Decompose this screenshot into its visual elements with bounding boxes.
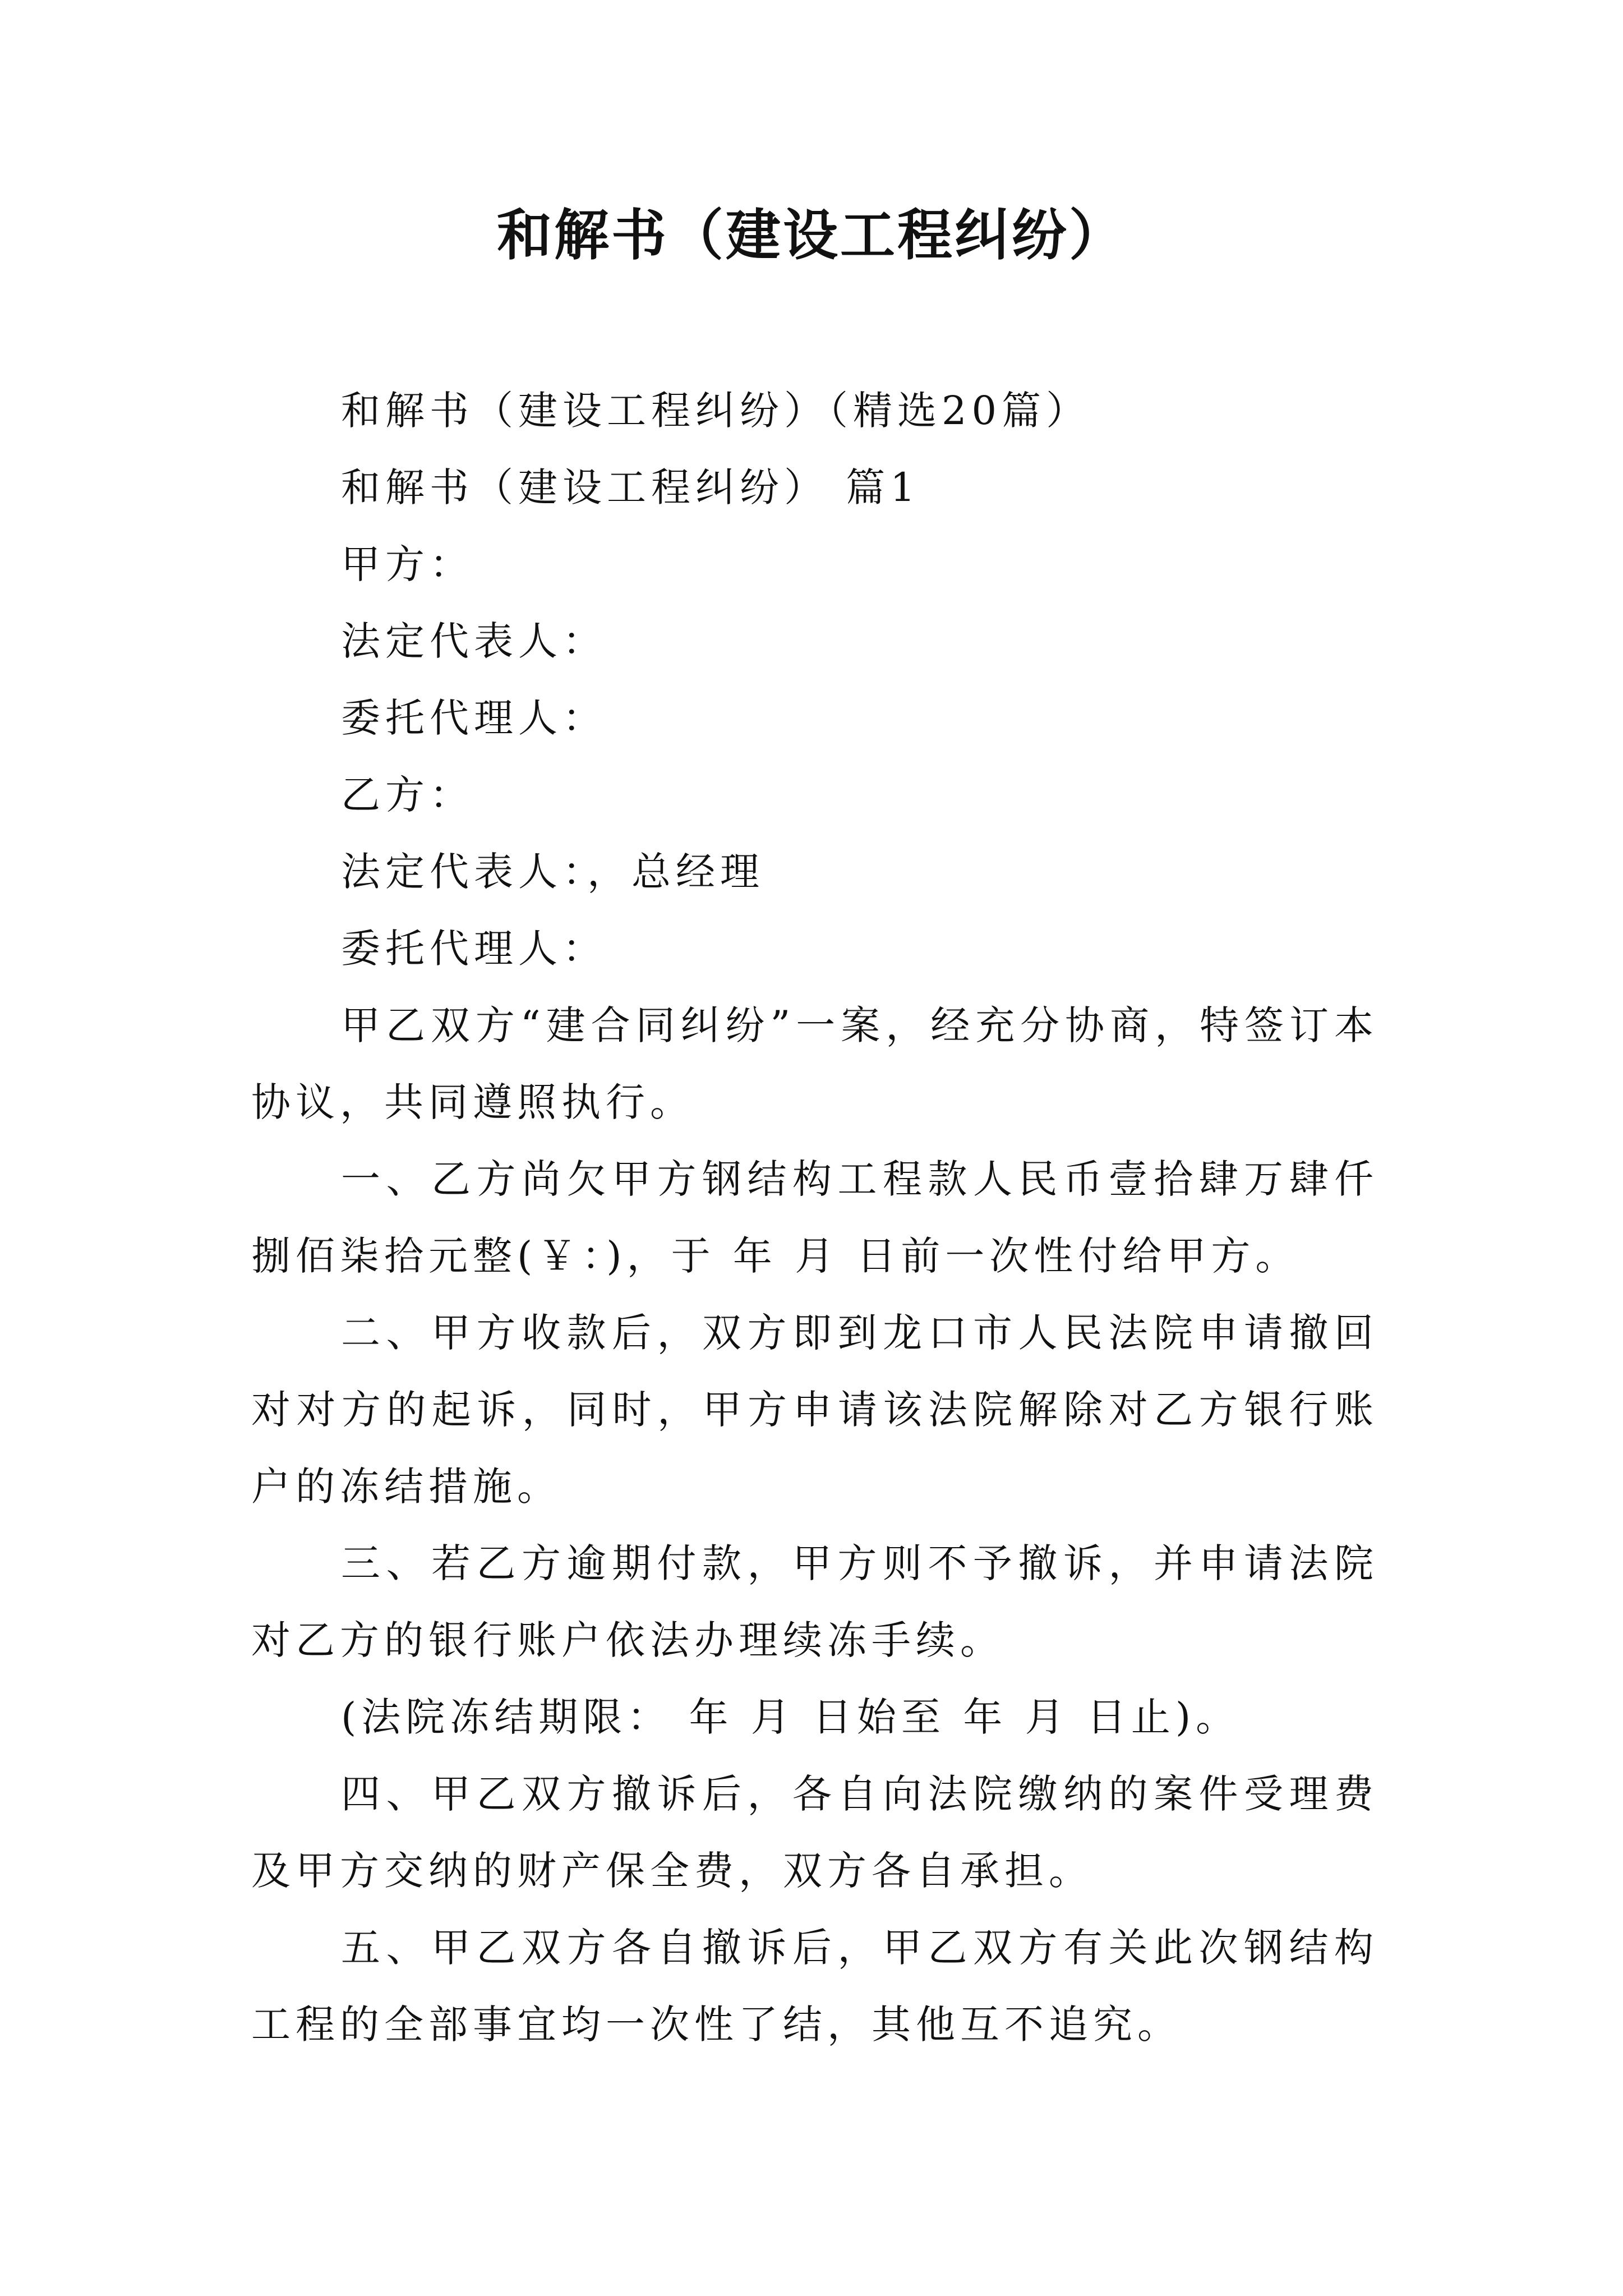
- paragraph-clause-5: 五、甲乙双方各自撤诉后，甲乙双方有关此次钢结构工程的全部事宜均一次性了结，其他互不追究。: [251, 1925, 1378, 2047]
- paragraph-party-b: 乙方：: [341, 772, 474, 818]
- paragraph-clause-4: 四、甲乙双方撤诉后，各自向法院缴纳的案件受理费及甲方交纳的财产保全费，双方各自承担。: [251, 1771, 1378, 1894]
- paragraph-party-b-legal-rep: 法定代表人：，总经理: [341, 849, 764, 895]
- document-title: 和解书（建设工程纠纷）: [496, 204, 1126, 268]
- paragraph-section-heading: 和解书（建设工程纠纷） 篇1: [341, 464, 920, 510]
- paragraph-party-b-agent: 委托代理人：: [341, 926, 607, 972]
- paragraph-clause-3: 三、若乙方逾期付款，甲方则不予撤诉，并申请法院对乙方的银行账户依法办理续冻手续。: [251, 1540, 1378, 1663]
- paragraph-freeze-period: (法院冻结期限： 年 月 日始至 年 月 日止)。: [341, 1694, 1241, 1740]
- paragraph-party-a: 甲方：: [341, 541, 474, 587]
- paragraph-collection-heading: 和解书（建设工程纠纷）（精选20篇）: [341, 388, 1091, 434]
- document-body: [251, 372, 1378, 2063]
- paragraph-clause-2: 二、甲方收款后，双方即到龙口市人民法院申请撤回对对方的起诉，同时，甲方申请该法院解除对乙方银行账户的冻结措施。: [251, 1310, 1378, 1510]
- paragraph-clause-1: 一、乙方尚欠甲方钢结构工程款人民币壹拾肆万肆仟捌佰柒拾元整(￥：)，于 年 月 日前一次性付给甲方。: [251, 1156, 1378, 1279]
- paragraph-party-a-agent: 委托代理人：: [341, 695, 607, 741]
- paragraph-party-a-legal-rep: 法定代表人：: [341, 618, 607, 664]
- paragraph-preamble: 甲乙双方“建合同纠纷”一案，经充分协商，特签订本协议，共同遵照执行。: [251, 1002, 1378, 1125]
